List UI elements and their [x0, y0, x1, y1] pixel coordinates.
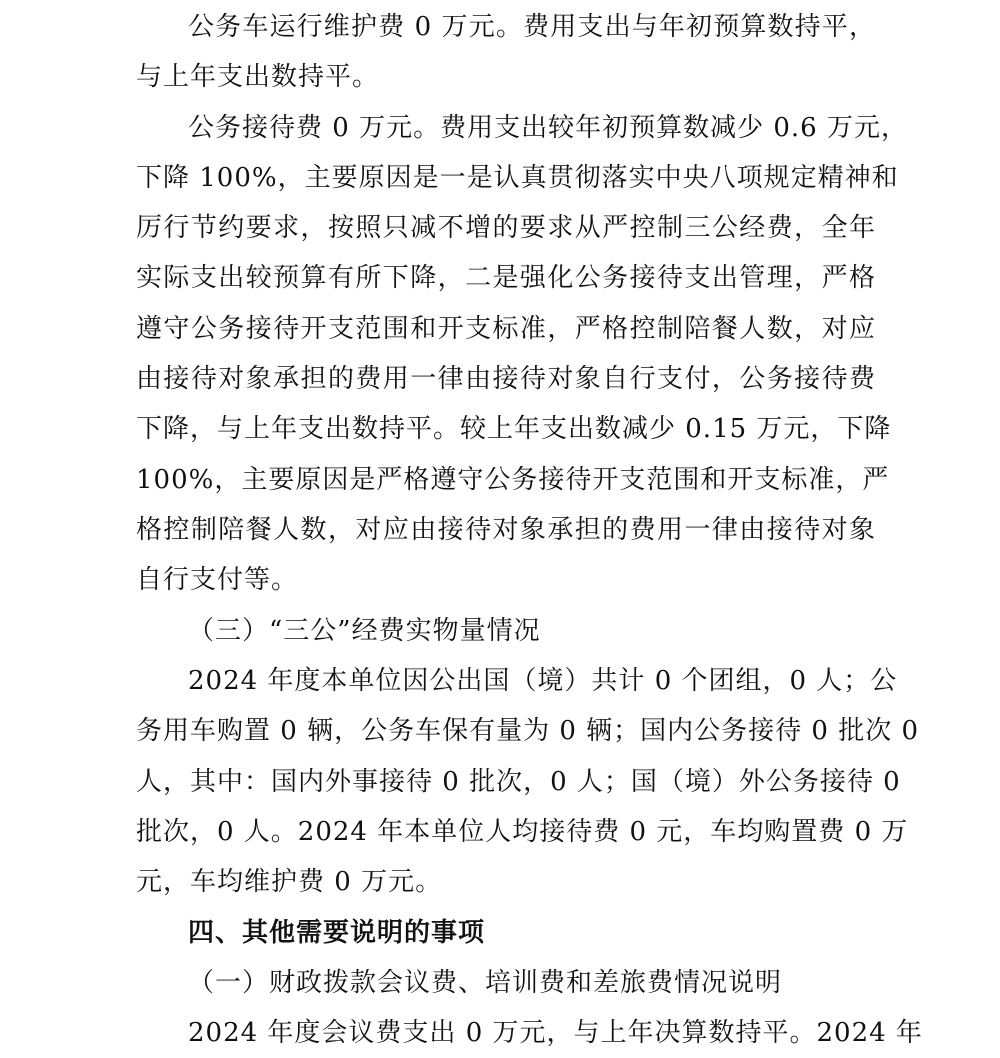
section-heading-physical-quantity: （三）“三公”经费实物量情况: [188, 616, 541, 646]
paragraph-reception-line-10: 自行支付等。: [136, 565, 299, 595]
paragraph-reception-line-6: 由接待对象承担的费用一律由接待对象自行支付，公务接待费: [136, 364, 876, 394]
paragraph-physical-line-2: 务用车购置 0 辆，公务车保有量为 0 辆；国内公务接待 0 批次 0: [136, 716, 920, 746]
paragraph-reception-line-2: 下降 100%，主要原因是一是认真贯彻落实中央八项规定精神和: [136, 163, 899, 193]
paragraph-reception-line-9: 格控制陪餐人数，对应由接待对象承担的费用一律由接待对象: [136, 515, 876, 545]
paragraph-reception-line-3: 厉行节约要求，按照只减不增的要求从严控制三公经费，全年: [136, 213, 876, 243]
paragraph-vehicle-maintenance-line-2: 与上年支出数持平。: [136, 62, 380, 92]
paragraph-reception-line-1: 公务接待费 0 万元。费用支出较年初预算数减少 0.6 万元，: [188, 113, 908, 143]
paragraph-vehicle-maintenance-line-1: 公务车运行维护费 0 万元。费用支出与年初预算数持平，: [188, 12, 876, 42]
paragraph-physical-line-5: 元，车均维护费 0 万元。: [136, 867, 443, 897]
paragraph-reception-line-5: 遵守公务接待开支范围和开支标准，严格控制陪餐人数，对应: [136, 314, 876, 344]
subsection-heading-meeting-training-travel: （一）财政拨款会议费、培训费和差旅费情况说明: [188, 968, 783, 998]
paragraph-meeting-line-1: 2024 年度会议费支出 0 万元，与上年决算数持平。2024 年: [188, 1018, 923, 1048]
paragraph-reception-line-4: 实际支出较预算有所下降，二是强化公务接待支出管理，严格: [136, 263, 876, 293]
paragraph-physical-line-1: 2024 年度本单位因公出国（境）共计 0 个团组，0 人；公: [188, 666, 898, 696]
paragraph-reception-line-8: 100%，主要原因是严格遵守公务接待开支范围和开支标准，严: [136, 465, 890, 495]
paragraph-physical-line-4: 批次，0 人。2024 年本单位人均接待费 0 元，车均购置费 0 万: [136, 817, 909, 847]
paragraph-reception-line-7: 下降，与上年支出数持平。较上年支出数减少 0.15 万元，下降: [136, 414, 892, 444]
section-heading-other-matters: 四、其他需要说明的事项: [188, 918, 486, 948]
paragraph-physical-line-3: 人，其中：国内外事接待 0 批次，0 人；国（境）外公务接待 0: [136, 767, 901, 797]
